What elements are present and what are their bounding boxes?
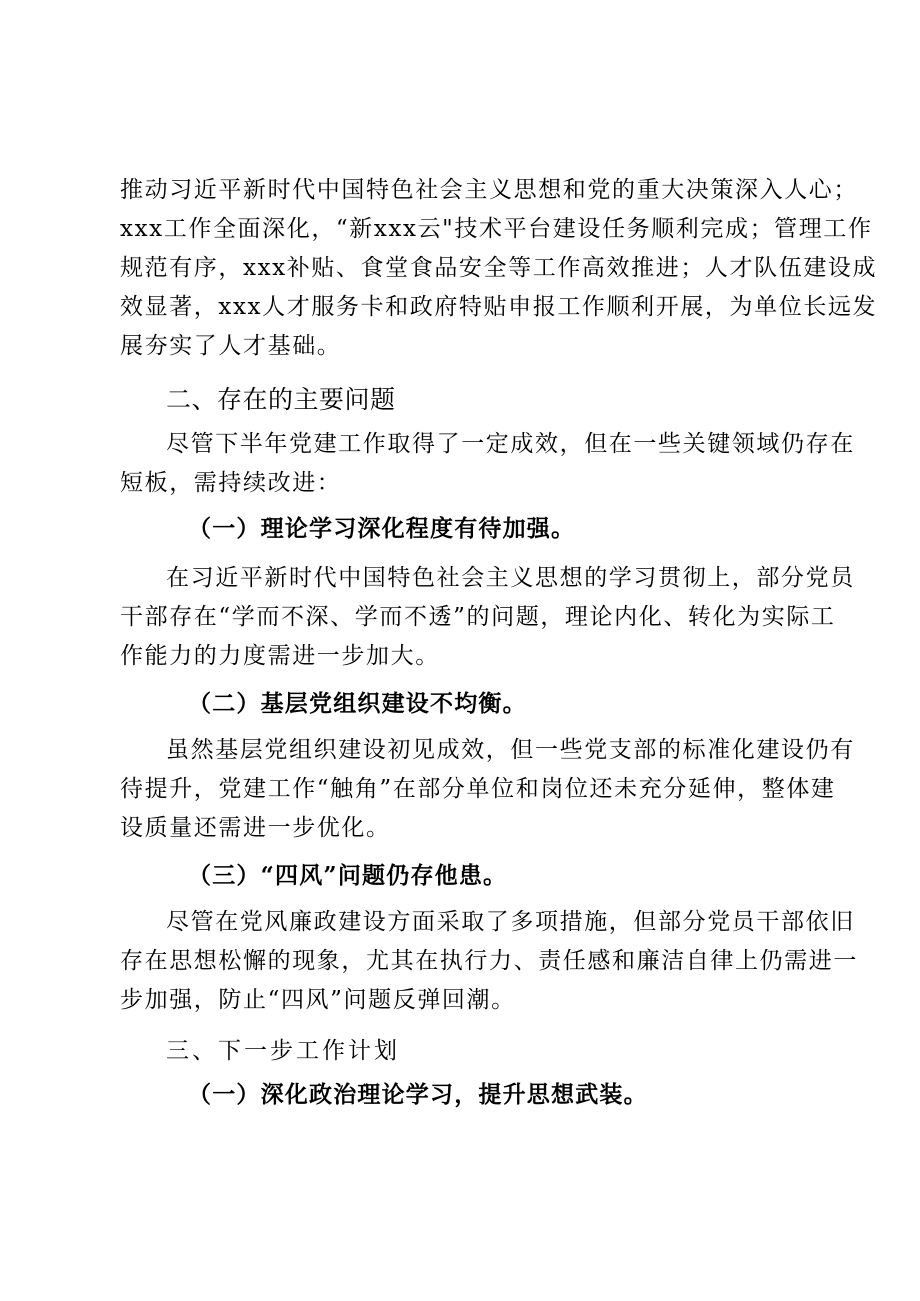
text-line: 步加强，防止“四风”问题反弹回潮。	[120, 987, 516, 1013]
text-line: 短板，需持续改进：	[120, 470, 342, 496]
text-line: 设质量还需进一步优化。	[120, 815, 391, 841]
text-line: 规范有序，xxx补贴、食堂食品安全等工作高效推进；人才队伍建设成	[120, 255, 878, 281]
text-line: 虽然基层党组织建设初见成效，但一些党支部的标准化建设仍有	[166, 737, 855, 763]
text-line: 待提升，党建工作“触角”在部分单位和岗位还未充分延伸，整体建	[120, 776, 836, 802]
text-line: 存在思想松懈的现象，尤其在执行力、责任感和廉洁自律上仍需进一	[120, 948, 858, 974]
text-line: xxx工作全面深化，“新xxx云"技术平台建设任务顺利完成；管理工作	[120, 216, 873, 242]
text-line: 推动习近平新时代中国特色社会主义思想和党的重大决策深入人心；	[120, 177, 858, 203]
subsection-heading-four-styles: （三）“四风”问题仍存他患。	[188, 862, 508, 889]
text-line: 作能力的力度需进一步加大。	[120, 643, 440, 669]
text-line: 效显著，xxx人才服务卡和政府特贴申报工作顺利开展，为单位长远发	[120, 294, 878, 320]
text-line: 尽管在党风廉政建设方面采取了多项措施，但部分党员干部依旧	[166, 909, 855, 935]
text-line: 展夯实了人才基础。	[120, 333, 342, 359]
section-heading-problems: 二、存在的主要问题	[166, 385, 396, 414]
subsection-heading-political-theory: （一）深化政治理论学习，提升思想武装。	[188, 1081, 648, 1108]
subsection-heading-theory-study: （一）理论学习深化程度有待加强。	[188, 515, 576, 542]
text-line: 干部存在“学而不深、学而不透”的问题，理论内化、转化为实际工	[120, 604, 836, 630]
text-line: 在习近平新时代中国特色社会主义思想的学习贯彻上，部分党员	[166, 565, 855, 591]
text-line: 尽管下半年党建工作取得了一定成效，但在一些关键领域仍存在	[166, 431, 855, 457]
subsection-heading-grassroots: （二）基层党组织建设不均衡。	[188, 690, 527, 717]
section-heading-next-plan: 三、下一步工作计划	[166, 1038, 400, 1064]
